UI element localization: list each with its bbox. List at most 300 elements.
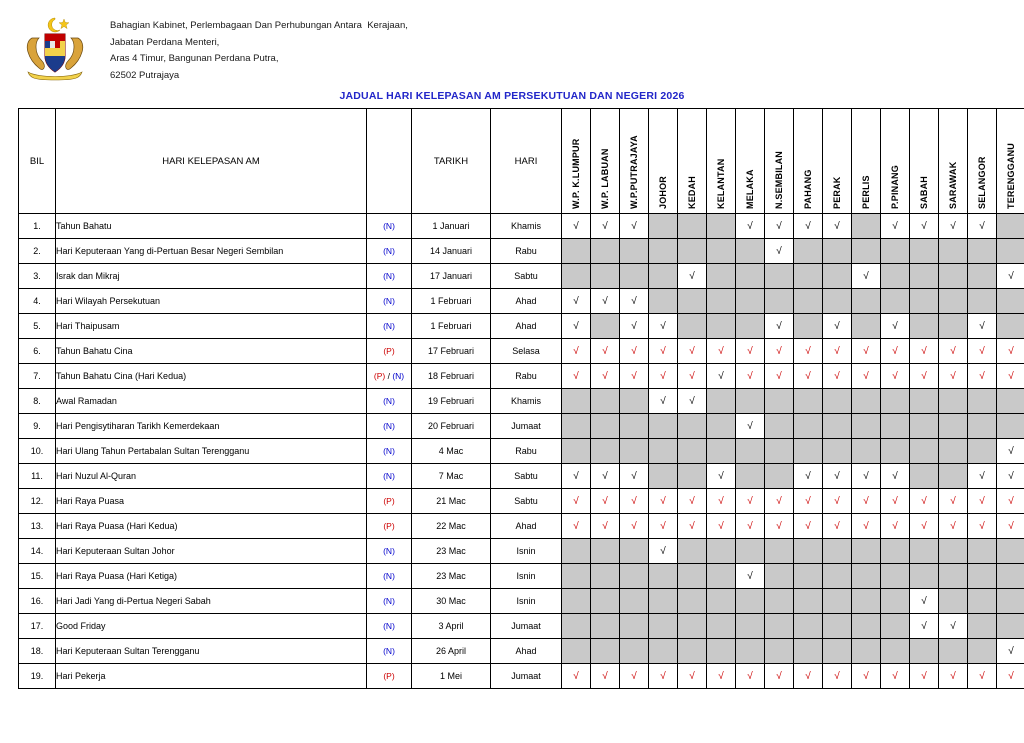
- state-mark-cell: [736, 289, 765, 314]
- row-number: 19.: [19, 664, 56, 689]
- state-mark-cell: √: [707, 339, 736, 364]
- state-mark-cell: [997, 564, 1024, 589]
- state-mark-cell: [591, 439, 620, 464]
- state-mark-cell: [620, 414, 649, 439]
- state-mark-cell: √: [852, 464, 881, 489]
- column-header-holiday-name: HARI KELEPASAN AM: [56, 109, 367, 214]
- coat-of-arms-icon: [18, 16, 92, 82]
- address-line-4: 62502 Putrajaya: [110, 69, 180, 81]
- table-row: [19, 239, 1024, 264]
- state-mark-cell: √: [968, 214, 997, 239]
- state-mark-cell: [591, 589, 620, 614]
- state-mark-cell: [823, 289, 852, 314]
- state-mark-cell: √: [591, 364, 620, 389]
- table-row: [19, 564, 1024, 589]
- state-mark-cell: [852, 439, 881, 464]
- column-header-state-9: [823, 109, 852, 214]
- state-mark-cell: [736, 389, 765, 414]
- state-mark-cell: √: [678, 264, 707, 289]
- state-mark-cell: √: [765, 514, 794, 539]
- state-mark-cell: [562, 564, 591, 589]
- row-number: 5.: [19, 314, 56, 339]
- state-mark-cell: [649, 214, 678, 239]
- holiday-type-flag: (N): [367, 239, 412, 264]
- state-mark-cell: [852, 639, 881, 664]
- state-mark-cell: [620, 564, 649, 589]
- state-mark-cell: [939, 539, 968, 564]
- state-mark-cell: [939, 289, 968, 314]
- state-mark-cell: [707, 239, 736, 264]
- column-header-state-13: [939, 109, 968, 214]
- state-mark-cell: [562, 539, 591, 564]
- state-mark-cell: [794, 614, 823, 639]
- state-mark-cell: [765, 639, 794, 664]
- holiday-weekday: Ahad: [491, 289, 562, 314]
- holiday-type-flag: (N): [367, 564, 412, 589]
- row-number: 3.: [19, 264, 56, 289]
- state-label: PAHANG: [803, 169, 813, 209]
- table-head: [19, 109, 1024, 214]
- state-label: P.PINANG: [890, 165, 900, 209]
- state-mark-cell: √: [765, 239, 794, 264]
- state-mark-cell: [910, 639, 939, 664]
- state-mark-cell: [823, 264, 852, 289]
- holiday-date: 1 Februari: [412, 289, 491, 314]
- state-mark-cell: [939, 239, 968, 264]
- state-mark-cell: [794, 389, 823, 414]
- state-mark-cell: √: [765, 214, 794, 239]
- state-mark-cell: [852, 289, 881, 314]
- column-header-flag: [367, 109, 412, 214]
- state-mark-cell: [794, 264, 823, 289]
- state-mark-cell: [620, 589, 649, 614]
- state-mark-cell: [997, 214, 1024, 239]
- holiday-type-flag: (N): [367, 589, 412, 614]
- state-mark-cell: √: [649, 489, 678, 514]
- state-mark-cell: √: [736, 664, 765, 689]
- state-mark-cell: √: [765, 364, 794, 389]
- state-label: KELANTAN: [716, 158, 726, 209]
- state-mark-cell: √: [620, 339, 649, 364]
- state-mark-cell: √: [794, 364, 823, 389]
- state-mark-cell: √: [562, 514, 591, 539]
- state-mark-cell: [591, 314, 620, 339]
- state-mark-cell: [968, 589, 997, 614]
- holiday-name: Hari Pengisytiharan Tarikh Kemerdekaan: [56, 414, 367, 439]
- state-mark-cell: √: [823, 364, 852, 389]
- row-number: 11.: [19, 464, 56, 489]
- table-row: [19, 664, 1024, 689]
- table-row: [19, 414, 1024, 439]
- table-row: [19, 464, 1024, 489]
- holiday-weekday: Ahad: [491, 639, 562, 664]
- state-mark-cell: [823, 614, 852, 639]
- state-mark-cell: [939, 389, 968, 414]
- state-mark-cell: [939, 639, 968, 664]
- state-mark-cell: [591, 539, 620, 564]
- column-header-state-15: [997, 109, 1024, 214]
- holiday-type-flag: (N): [367, 414, 412, 439]
- holiday-type-flag: (P): [367, 514, 412, 539]
- row-number: 14.: [19, 539, 56, 564]
- state-mark-cell: [707, 314, 736, 339]
- state-mark-cell: [707, 289, 736, 314]
- state-mark-cell: [823, 439, 852, 464]
- state-mark-cell: [852, 589, 881, 614]
- row-number: 9.: [19, 414, 56, 439]
- row-number: 16.: [19, 589, 56, 614]
- state-mark-cell: [620, 539, 649, 564]
- row-number: 15.: [19, 564, 56, 589]
- state-mark-cell: √: [678, 364, 707, 389]
- state-mark-cell: √: [881, 464, 910, 489]
- state-mark-cell: [852, 239, 881, 264]
- holiday-date: 21 Mac: [412, 489, 491, 514]
- state-mark-cell: [765, 414, 794, 439]
- holiday-name: Hari Pekerja: [56, 664, 367, 689]
- state-mark-cell: [881, 264, 910, 289]
- state-mark-cell: [910, 464, 939, 489]
- row-number: 8.: [19, 389, 56, 414]
- state-mark-cell: √: [939, 339, 968, 364]
- state-label: W.P.PUTRAJAYA: [629, 135, 639, 209]
- state-label: JOHOR: [658, 175, 668, 209]
- state-mark-cell: [562, 239, 591, 264]
- state-mark-cell: √: [997, 639, 1024, 664]
- state-mark-cell: √: [910, 489, 939, 514]
- holiday-weekday: Khamis: [491, 214, 562, 239]
- column-header-state-5: [707, 109, 736, 214]
- holiday-type-flag: (N): [367, 314, 412, 339]
- address-line-2: Jabatan Perdana Menteri,: [110, 36, 220, 48]
- state-mark-cell: [707, 639, 736, 664]
- state-mark-cell: √: [968, 664, 997, 689]
- state-mark-cell: √: [649, 664, 678, 689]
- state-mark-cell: [678, 289, 707, 314]
- holiday-name: Hari Keputeraan Sultan Johor: [56, 539, 367, 564]
- holiday-weekday: Rabu: [491, 239, 562, 264]
- state-mark-cell: [852, 314, 881, 339]
- state-mark-cell: [562, 614, 591, 639]
- holiday-type-flag: (N): [367, 264, 412, 289]
- holiday-date: 1 Februari: [412, 314, 491, 339]
- state-mark-cell: [968, 389, 997, 414]
- state-mark-cell: √: [881, 339, 910, 364]
- state-label: MELAKA: [745, 169, 755, 209]
- state-label: SELANGOR: [977, 156, 987, 209]
- state-mark-cell: [910, 314, 939, 339]
- state-mark-cell: [910, 414, 939, 439]
- state-mark-cell: [997, 414, 1024, 439]
- holiday-weekday: Jumaat: [491, 664, 562, 689]
- state-label: N.SEMBILAN: [774, 151, 784, 209]
- state-mark-cell: √: [794, 489, 823, 514]
- state-mark-cell: √: [736, 514, 765, 539]
- state-mark-cell: √: [562, 664, 591, 689]
- holiday-table-wrapper: [0, 108, 1024, 689]
- state-mark-cell: [910, 289, 939, 314]
- state-mark-cell: √: [823, 214, 852, 239]
- state-mark-cell: √: [736, 339, 765, 364]
- state-mark-cell: [591, 564, 620, 589]
- state-mark-cell: [881, 589, 910, 614]
- state-label: KEDAH: [687, 175, 697, 209]
- column-header-state-0: [562, 109, 591, 214]
- state-mark-cell: [678, 589, 707, 614]
- state-mark-cell: [997, 539, 1024, 564]
- state-mark-cell: √: [794, 339, 823, 364]
- state-mark-cell: √: [649, 339, 678, 364]
- holiday-name: Israk dan Mikraj: [56, 264, 367, 289]
- state-mark-cell: √: [794, 464, 823, 489]
- state-mark-cell: [823, 639, 852, 664]
- column-header-bil: BIL: [19, 109, 56, 214]
- holiday-weekday: Isnin: [491, 564, 562, 589]
- column-header-state-14: [968, 109, 997, 214]
- state-mark-cell: √: [881, 489, 910, 514]
- state-mark-cell: √: [736, 214, 765, 239]
- state-label: PERAK: [832, 176, 842, 209]
- row-number: 17.: [19, 614, 56, 639]
- state-mark-cell: [562, 264, 591, 289]
- state-mark-cell: √: [852, 489, 881, 514]
- state-mark-cell: [794, 539, 823, 564]
- column-header-state-1: [591, 109, 620, 214]
- state-mark-cell: √: [562, 289, 591, 314]
- state-mark-cell: √: [823, 314, 852, 339]
- state-mark-cell: √: [678, 664, 707, 689]
- state-mark-cell: [881, 564, 910, 589]
- state-mark-cell: [591, 239, 620, 264]
- holiday-weekday: Khamis: [491, 389, 562, 414]
- state-mark-cell: [823, 564, 852, 589]
- state-mark-cell: [649, 264, 678, 289]
- holiday-type-flag: (P) / (N): [367, 364, 412, 389]
- state-mark-cell: [997, 589, 1024, 614]
- row-number: 12.: [19, 489, 56, 514]
- state-mark-cell: [939, 564, 968, 589]
- state-mark-cell: [736, 239, 765, 264]
- holiday-name: Hari Ulang Tahun Pertabalan Sultan Terengganu: [56, 439, 367, 464]
- state-mark-cell: √: [678, 389, 707, 414]
- state-mark-cell: [910, 439, 939, 464]
- state-mark-cell: [765, 289, 794, 314]
- state-mark-cell: √: [939, 364, 968, 389]
- state-mark-cell: [591, 389, 620, 414]
- state-mark-cell: √: [997, 489, 1024, 514]
- state-mark-cell: √: [707, 464, 736, 489]
- page-title: JADUAL HARI KELEPASAN AM PERSEKUTUAN DAN NEGERI 2026: [339, 90, 685, 102]
- state-mark-cell: √: [678, 339, 707, 364]
- state-mark-cell: [649, 414, 678, 439]
- state-mark-cell: [794, 289, 823, 314]
- state-mark-cell: √: [620, 364, 649, 389]
- state-label: PERLIS: [861, 175, 871, 209]
- state-mark-cell: [794, 589, 823, 614]
- state-mark-cell: [997, 289, 1024, 314]
- state-mark-cell: √: [794, 214, 823, 239]
- state-mark-cell: [939, 414, 968, 439]
- state-mark-cell: [620, 614, 649, 639]
- state-mark-cell: √: [591, 464, 620, 489]
- state-mark-cell: √: [736, 364, 765, 389]
- holiday-name: Hari Raya Puasa (Hari Ketiga): [56, 564, 367, 589]
- state-mark-cell: [678, 239, 707, 264]
- row-number: 18.: [19, 639, 56, 664]
- state-mark-cell: [736, 264, 765, 289]
- state-mark-cell: [620, 389, 649, 414]
- state-mark-cell: √: [968, 514, 997, 539]
- state-mark-cell: [736, 439, 765, 464]
- state-mark-cell: √: [649, 314, 678, 339]
- state-mark-cell: [678, 414, 707, 439]
- state-mark-cell: √: [678, 514, 707, 539]
- table-row: [19, 389, 1024, 414]
- state-mark-cell: √: [649, 539, 678, 564]
- holiday-schedule-table: [18, 108, 1024, 689]
- column-header-state-7: [765, 109, 794, 214]
- state-mark-cell: √: [910, 614, 939, 639]
- row-number: 6.: [19, 339, 56, 364]
- state-mark-cell: √: [997, 339, 1024, 364]
- state-mark-cell: [736, 464, 765, 489]
- state-mark-cell: [765, 464, 794, 489]
- state-mark-cell: [765, 389, 794, 414]
- state-mark-cell: [707, 589, 736, 614]
- state-mark-cell: [765, 539, 794, 564]
- state-mark-cell: √: [968, 339, 997, 364]
- row-number: 7.: [19, 364, 56, 389]
- state-mark-cell: [765, 264, 794, 289]
- state-mark-cell: [736, 639, 765, 664]
- state-mark-cell: [939, 439, 968, 464]
- state-mark-cell: √: [736, 564, 765, 589]
- holiday-weekday: Selasa: [491, 339, 562, 364]
- state-mark-cell: [881, 389, 910, 414]
- state-label: W.P. LABUAN: [600, 148, 610, 209]
- holiday-name: Hari Keputeraan Sultan Terengganu: [56, 639, 367, 664]
- holiday-weekday: Ahad: [491, 314, 562, 339]
- state-mark-cell: √: [591, 514, 620, 539]
- state-mark-cell: [794, 414, 823, 439]
- holiday-weekday: Jumaat: [491, 414, 562, 439]
- state-label: W.P. K.LUMPUR: [571, 138, 581, 209]
- state-mark-cell: [852, 214, 881, 239]
- state-mark-cell: √: [620, 214, 649, 239]
- holiday-type-flag: (N): [367, 214, 412, 239]
- holiday-type-flag: (P): [367, 489, 412, 514]
- state-mark-cell: √: [649, 364, 678, 389]
- state-mark-cell: [910, 564, 939, 589]
- table-row: [19, 489, 1024, 514]
- state-mark-cell: [736, 614, 765, 639]
- state-mark-cell: [968, 614, 997, 639]
- column-header-state-11: [881, 109, 910, 214]
- row-number: 13.: [19, 514, 56, 539]
- state-mark-cell: √: [620, 289, 649, 314]
- table-row: [19, 614, 1024, 639]
- state-mark-cell: √: [852, 364, 881, 389]
- holiday-date: 23 Mac: [412, 564, 491, 589]
- document-header: [0, 0, 1024, 84]
- table-row: [19, 214, 1024, 239]
- state-mark-cell: [881, 239, 910, 264]
- state-mark-cell: √: [881, 514, 910, 539]
- row-number: 10.: [19, 439, 56, 464]
- state-mark-cell: √: [620, 664, 649, 689]
- state-mark-cell: √: [997, 364, 1024, 389]
- holiday-weekday: Rabu: [491, 439, 562, 464]
- state-label: SARAWAK: [948, 161, 958, 209]
- state-mark-cell: [794, 314, 823, 339]
- state-mark-cell: √: [881, 314, 910, 339]
- column-header-date: TARIKH: [412, 109, 491, 214]
- state-mark-cell: √: [765, 314, 794, 339]
- state-mark-cell: √: [562, 364, 591, 389]
- holiday-date: 3 April: [412, 614, 491, 639]
- state-mark-cell: √: [765, 489, 794, 514]
- state-mark-cell: [591, 639, 620, 664]
- state-label: SABAH: [919, 175, 929, 209]
- state-mark-cell: √: [852, 339, 881, 364]
- state-mark-cell: [794, 639, 823, 664]
- state-mark-cell: √: [562, 314, 591, 339]
- state-mark-cell: √: [591, 664, 620, 689]
- table-row: [19, 264, 1024, 289]
- state-mark-cell: [649, 589, 678, 614]
- state-mark-cell: √: [765, 664, 794, 689]
- state-mark-cell: √: [707, 514, 736, 539]
- state-mark-cell: [678, 564, 707, 589]
- holiday-type-flag: (N): [367, 464, 412, 489]
- table-row: [19, 289, 1024, 314]
- holiday-date: 26 April: [412, 639, 491, 664]
- holiday-type-flag: (P): [367, 664, 412, 689]
- state-mark-cell: √: [997, 464, 1024, 489]
- state-mark-cell: [881, 639, 910, 664]
- state-mark-cell: [620, 239, 649, 264]
- state-mark-cell: √: [620, 464, 649, 489]
- state-mark-cell: √: [794, 514, 823, 539]
- state-mark-cell: √: [881, 664, 910, 689]
- holiday-weekday: Rabu: [491, 364, 562, 389]
- state-mark-cell: [939, 464, 968, 489]
- state-mark-cell: [881, 614, 910, 639]
- state-mark-cell: [562, 389, 591, 414]
- state-mark-cell: [765, 564, 794, 589]
- table-row: [19, 539, 1024, 564]
- column-header-state-12: [910, 109, 939, 214]
- holiday-date: 4 Mac: [412, 439, 491, 464]
- state-mark-cell: [562, 414, 591, 439]
- state-mark-cell: [852, 614, 881, 639]
- holiday-name: Hari Nuzul Al-Quran: [56, 464, 367, 489]
- holiday-name: Tahun Bahatu: [56, 214, 367, 239]
- state-mark-cell: [765, 439, 794, 464]
- state-mark-cell: [678, 614, 707, 639]
- table-row: [19, 589, 1024, 614]
- state-mark-cell: [968, 414, 997, 439]
- address-line-3: Aras 4 Timur, Bangunan Perdana Putra,: [110, 53, 279, 64]
- state-mark-cell: [794, 239, 823, 264]
- state-mark-cell: [620, 639, 649, 664]
- state-mark-cell: [823, 239, 852, 264]
- holiday-date: 1 Januari: [412, 214, 491, 239]
- state-mark-cell: [649, 464, 678, 489]
- state-mark-cell: √: [591, 214, 620, 239]
- holiday-type-flag: (N): [367, 614, 412, 639]
- state-mark-cell: √: [823, 339, 852, 364]
